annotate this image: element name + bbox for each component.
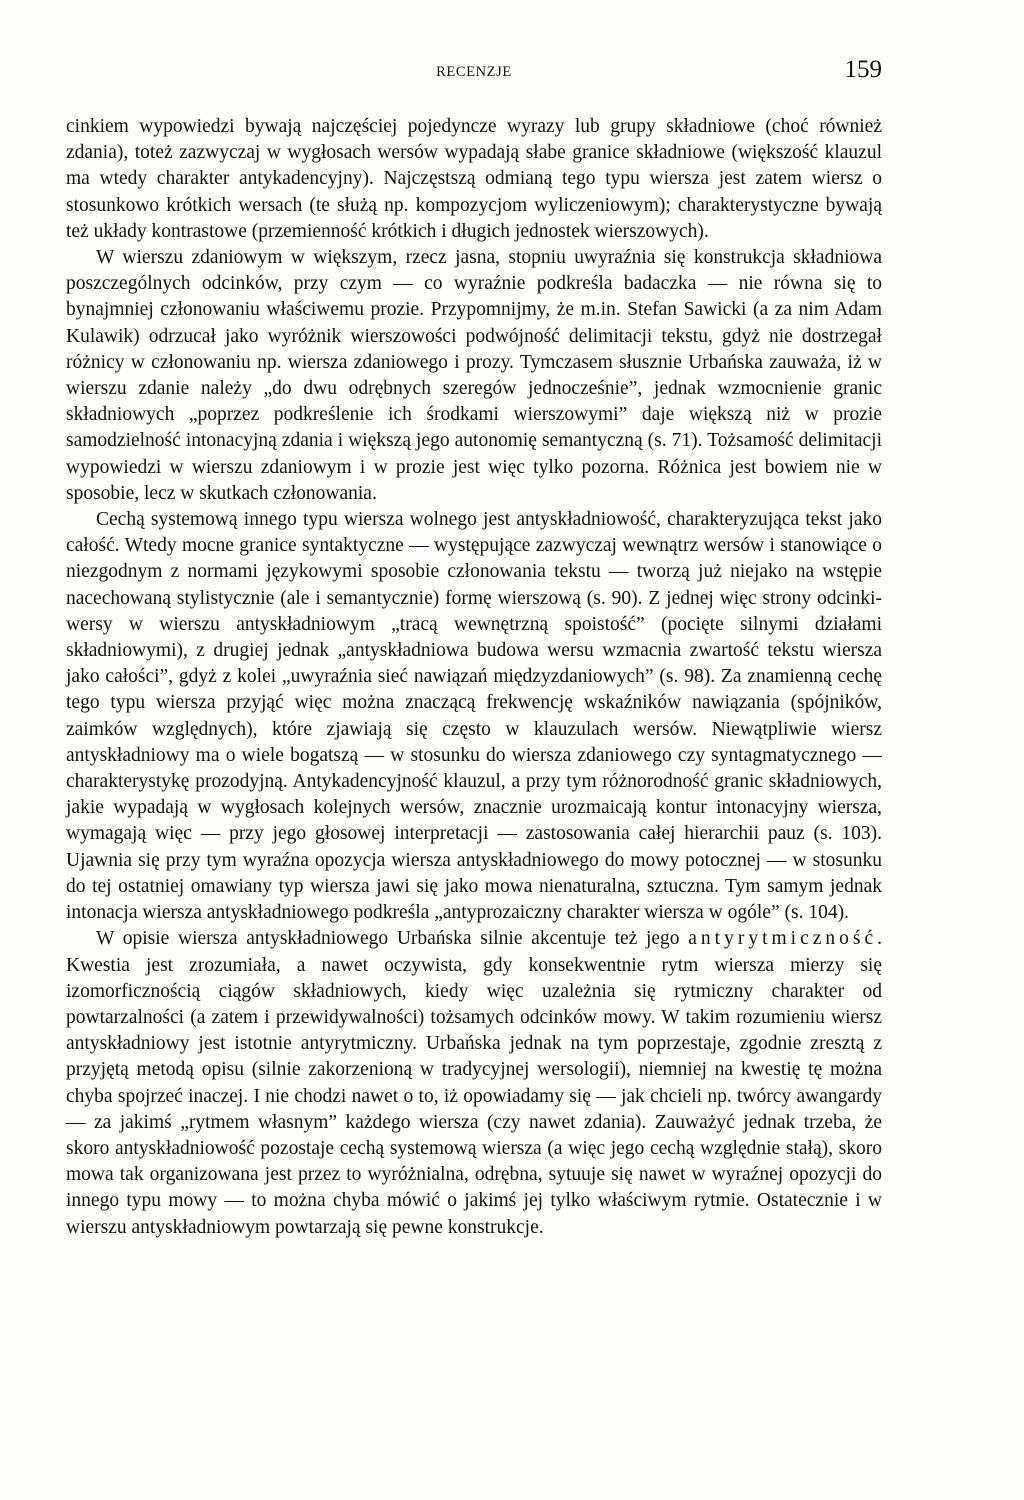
paragraph-continued: cinkiem wypowiedzi bywają najczęściej pojedyncze wyrazy lub grupy składniowe (choć również zdania), toteż zazwyczaj w wygłosach wersów wypadają słabe granice składniowe (większość klauzul ma wtedy charakter antykadencyjny). Najczęstszą odmianą tego typu wiersza jest zatem wiersz o stosunkowo krótkich wersach (te służą np. kompozycjom wyliczeniowym); charakterystyczne bywają też układy kontrastowe (przemienność krótkich i długich jednostek wierszowych). xyxy=(66,116,882,242)
body-text xyxy=(66,114,882,1241)
spaced-emphasis: antyrytmiczność xyxy=(688,928,878,950)
paragraph-text: . Kwestia jest zrozumiała, a nawet oczywista, gdy konsekwentnie rytm wiersza mierzy się izomorficznością ciągów składniowych, kiedy więc uzależnia się rytmiczny charakter od powtarzalności (a zatem i przewidywalności) tożsamych odcinków mowy. W takim rozumieniu wiersz antyskładniowy jest istotnie antyrytmiczny. Urbańska jednak na tym poprzestaje, zgodnie zresztą z przyjętą metodą opisu (silnie zakorzenioną w tradycyjnej wersologii), niemniej na kwestię tę można chyba spojrzeć inaczej. I nie chodzi nawet o to, iż opowiadamy się — jak chcieli np. twórcy awangardy — za jakimś „rytmem własnym” każdego wiersza (czy nawet zdania). Zauważyć jednak trzeba, że skoro antyskładniowość pozostaje cechą systemową wiersza (a więc jego cechą względnie stałą), skoro mowa tak organizowana jest przez to wyróżnialna, odrębna, sytuuje się nawet w wyraźnej opozycji do innego typu mowy — to można chyba mówić o jakimś jej tylko właściwym rytmie. Ostatecznie i w wierszu antyskładniowym powtarzają się pewne konstrukcje. xyxy=(66,928,882,1238)
paragraph-text: W opisie wiersza antyskładniowego Urbańska silnie akcentuje też jego xyxy=(96,928,689,950)
running-title: RECENZJE xyxy=(436,64,512,80)
paragraph xyxy=(66,926,882,1240)
paragraph: W wierszu zdaniowym w większym, rzecz jasna, stopniu uwyraźnia się konstrukcja składniowa poszczególnych odcinków, przy czym — co wyraźnie podkreśla badaczka — nie równa się to bynajmniej członowaniu właściwemu prozie. Przypomnijmy, że m.in. Stefan Sawicki (a za nim Adam Kulawik) odrzucał jako wyróżnik wierszowości podwójność delimitacji tekstu, gdyż nie dostrzegał różnicy w członowaniu np. wiersza zdaniowego i prozy. Tymczasem słusznie Urbańska zauważa, iż w wierszu zdanie należy „do dwu odrębnych szeregów jednocześnie”, jednak wzmocnienie granic składniowych „poprzez podkreślenie ich środkami wierszowymi” daje większą niż w prozie samodzielność intonacyjną zdania i większą jego autonomię semantyczną (s. 71). Tożsamość delimitacji wypowiedzi w wierszu zdaniowym i w prozie jest więc tylko pozorna. Różnica jest bowiem nie w sposobie, lecz w skutkach członowania. xyxy=(66,247,882,504)
page-number: 159 xyxy=(844,56,882,83)
paragraph: Cechą systemową innego typu wiersza wolnego jest antyskładniowość, charakteryzująca tekst jako całość. Wtedy mocne granice syntaktyczne — występujące zazwyczaj wewnątrz wersów i stanowiące o niezgodnym z normami językowymi sposobie członowania tekstu — tworzą już niejako na wstępie nacechowaną stylistycznie (ale i semantycznie) formę wierszową (s. 90). Z jednej więc strony odcinki-wersy w wierszu antyskładniowym „tracą wewnętrzną spoistość” (pocięte silnymi działami składniowymi), z drugiej jednak „antyskładniowa budowa wersu wzmacnia zwartość tekstu wiersza jako całości”, gdyż z kolei „uwyraźnia sieć nawiązań międzyzdaniowych” (s. 98). Za znamienną cechę tego typu wiersza przyjąć więc można znaczącą frekwencję wskaźników nawiązania (spójników, zaimków względnych), które zjawiają się często w klauzulach wersów. Niewątpliwie wiersz antyskładniowy ma o wiele bogatszą — w stosunku do wiersza zdaniowego czy syntagmatycznego — charakterystykę prozodyjną. Antykadencyjność klauzul, a przy tym różnorodność granic składniowych, jakie wypadają w wygłosach kolejnych wersów, znacznie urozmaicają kontur intonacyjny wiersza, wymagają więc — przy jego głosowej interpretacji — zastosowania całej hierarchii pauz (s. 103). Ujawnia się przy tym wyraźna opozycja wiersza antyskładniowego do mowy potocznej — w stosunku do tej ostatniej omawiany typ wiersza jawi się jako mowa nienaturalna, sztuczna. Tym samym jednak intonacja wiersza antyskładniowego podkreśla „antyprozaiczny charakter wiersza w ogóle” (s. 104). xyxy=(66,509,882,924)
running-head xyxy=(66,56,882,96)
